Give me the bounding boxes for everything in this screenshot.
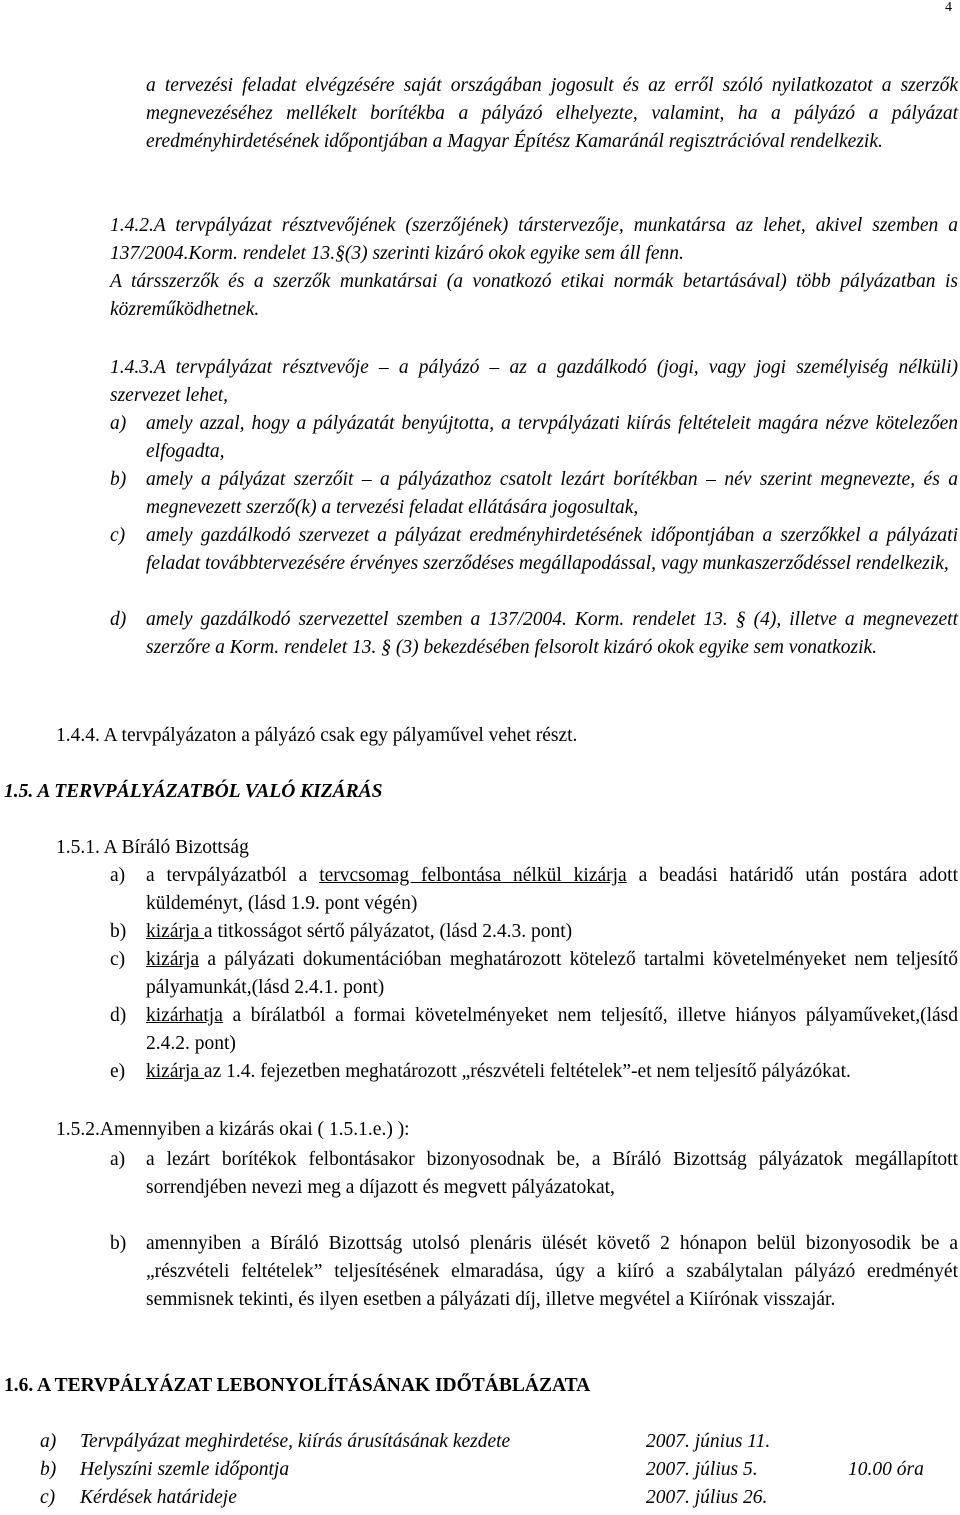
section-1-5-2-lead: 1.5.2.Amennyiben a kizárás okai ( 1.5.1.e.) ): [56,1119,410,1140]
list-item-label: d) [110,1005,127,1026]
intro-paragraph: a tervezési feladat elvégzésére saját országában jogosult és az erről szóló nyilatkozatot a szerzők megnevezéséhez mellékelt borítékba a pályázó elhelyezte, valamint, ha a pályázó a pályázat eredményhirdetésének időpontjában a Magyar Építész Kamaránál regisztrációval rendelkezik. [146,75,958,152]
list-item-text-post: a bírálatból a formai követelményeket nem teljesítő, illetve hiányos pályaműveket,(lásd 2.4.2. pont) [146,1005,958,1054]
list-item [110,410,958,466]
section-1-5-1-lead: 1.5.1. A Bíráló Bizottság [56,837,249,858]
list-item-text: amely a pályázat szerzőit – a pályázathoz csatolt lezárt borítékban – név szerint megnevezte, és a megnevezett szerző(k) a tervezési feladat ellátására jogosultak, [146,469,958,518]
section-1-4-4: 1.4.4. A tervpályázaton a pályázó csak egy pályaművel vehet részt. [56,725,578,746]
list-item-text [146,946,958,1002]
list-item-label: c) [110,949,126,970]
section-1-4-3-lead: 1.4.3.A tervpályázat résztvevője – a pályázó – az a gazdálkodó (jogi, vagy jogi személyiség nélküli) szervezet lehet, [110,357,958,406]
schedule-label: b) [40,1459,57,1480]
underlined-text: tervcsomag felbontása nélkül kizárja [319,865,627,886]
list-item [110,862,958,918]
section-1-4-2-text-start: 1.4.2.A tervpályázat résztvevőjének (szerzőjének) társtervezője, munkatársa az lehet, akivel szemben a 137/2004.Korm. rendelet 13. [110,215,958,264]
list-item [110,1146,958,1230]
underlined-text: kizárhatja [146,1005,223,1026]
list-item-label: d) [110,609,127,630]
page-number: 4 [945,0,952,15]
schedule-event: Tervpályázat meghirdetése, kiírás árusításának kezdete [80,1431,511,1452]
schedule-date: 2007. július 26. [646,1487,768,1508]
schedule-date: 2007. július 5. [646,1459,758,1480]
list-item [110,466,958,522]
list-item-text [146,918,958,946]
list-item-label: b) [110,921,127,942]
list-item-text-pre: a tervpályázatból a [146,865,320,886]
list-item-label: a) [110,1149,126,1170]
list-item-label: e) [110,1061,126,1082]
schedule-date: 2007. június 11. [646,1431,771,1452]
schedule-time: 10.00 óra [848,1459,924,1480]
heading-1-5: 1.5. A TERVPÁLYÁZATBÓL VALÓ KIZÁRÁS [4,781,383,802]
list-item [110,918,958,946]
list-item-text [146,1058,958,1086]
heading-1-6: 1.6. A TERVPÁLYÁZAT LEBONYOLÍTÁSÁNAK IDŐTÁBLÁZATA [4,1375,591,1396]
list-item [110,1230,958,1342]
list-item [110,1058,958,1114]
list-item-text: amennyiben a Bíráló Bizottság utolsó plenáris ülését követő 2 hónapon belül bizonyosodik be a „részvételi feltételek” teljesítésének elmaradása, úgy a kiíró a szabálytalan pályázó eredményét semmisnek tekinti, és ilyen esetben a pályázati díj, illetve megvétel a Kiírónak visszajár. [146,1233,958,1310]
list-item-text-post: a titkosságot sértő pályázatot, (lásd 2.4.3. pont) [203,921,573,942]
schedule-event: Kérdések határideje [80,1487,237,1508]
list-item-label: b) [110,1233,127,1254]
list-item-text-post: a pályázati dokumentációban meghatározott kötelező tartalmi követelményeket nem teljesítő pályamunkát,(lásd 2.4.1. pont) [146,949,958,998]
schedule-table [40,1428,956,1512]
list-item-text: amely azzal, hogy a pályázatát benyújtotta, a tervpályázati kiírás feltételeit magára nézve kötelezően elfogadta, [146,413,958,462]
list-item-text [146,862,958,918]
list-item-text: amely gazdálkodó szervezettel szemben a 137/2004. Korm. rendelet 13. § (4), illetve a megnevezett szerzőre a Korm. rendelet 13. § (3) bekezdésében felsorolt kizáró okok egyike sem vonatkozik. [146,609,958,658]
section-1-4-2-coauthors: A társszerzők és a szerzők munkatársai (a vonatkozó etikai normák betartásával) több pályázatban is közreműködhetnek. [110,271,958,320]
list-item-text [146,1002,958,1058]
list-item [110,606,958,690]
underlined-text: kizárja [146,921,204,942]
schedule-label: a) [40,1431,57,1452]
list-item [110,1002,958,1058]
list-item-label: a) [110,865,126,886]
list-item [110,522,958,606]
underlined-text: kizárja [146,1061,204,1082]
schedule-label: c) [40,1487,56,1508]
paragraph-sign: § [335,243,345,264]
list-item-text-post: a beadási határidő után postára adott küldeményt, (lásd 1.9. pont végén) [146,865,958,914]
list-item-label: a) [110,413,127,434]
list-item [110,946,958,1002]
list-item-label: c) [110,525,126,546]
schedule-event: Helyszíni szemle időpontja [80,1459,290,1480]
list-item-text-post: az 1.4. fejezetben meghatározott „részvételi feltételek”-et nem teljesítő pályázókat. [203,1061,851,1082]
list-item-text: amely gazdálkodó szervezet a pályázat eredményhirdetésének időpontjában a szerzőkkel a pályázati feladat továbbtervezésére érvényes szerződéses megállapodással, vagy munkaszerződéssel rendelkezik, [146,525,958,574]
section-1-4-2 [110,212,958,268]
underlined-text: kizárja [146,949,200,970]
section-1-4-2-text-end: (3) szerinti kizáró okok egyike sem áll fenn. [344,243,684,264]
list-item-label: b) [110,469,127,490]
list-item-text: a lezárt borítékok felbontásakor bizonyosodnak be, a Bíráló Bizottság pályázatok megállapított sorrendjében nevezi meg a díjazott és megvett pályázatokat, [146,1149,958,1198]
